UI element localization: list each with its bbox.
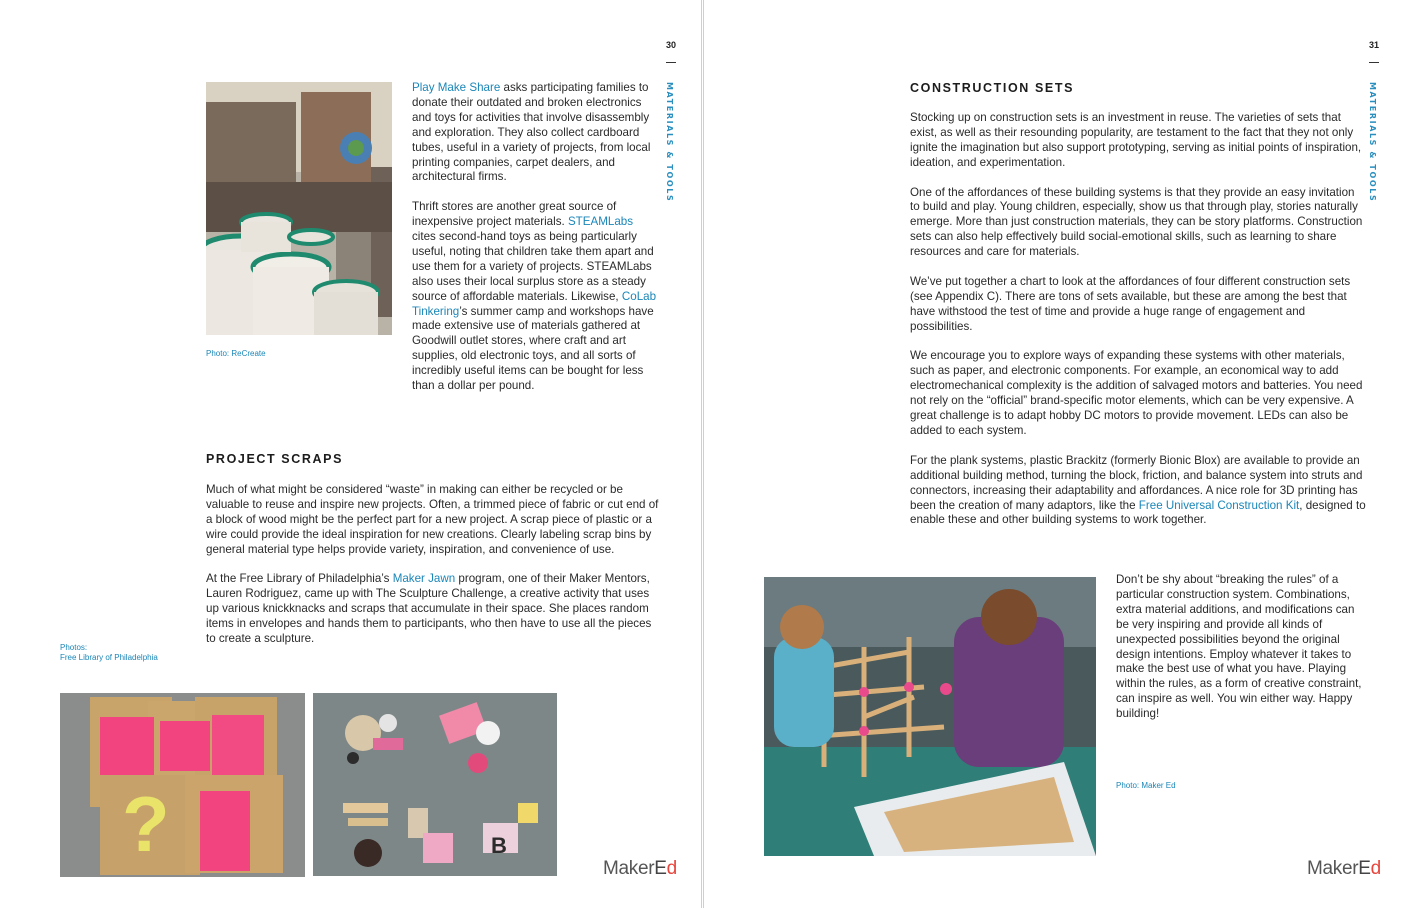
- children-building-photo: [764, 577, 1096, 856]
- envelopes-photo: [60, 693, 305, 877]
- scraps-paragraph-2-text-a: At the Free Library of Philadelphia’s: [206, 572, 393, 586]
- scraps-paragraph-1: Much of what might be considered “waste” in making can either be recycled or be valuable to reuse and inspire new projects. Often, a trimmed piece of fabric or cut end of a block of wood might be the perfect part for a new project. A scrap piece of plastic or a wire could provide the ideal inspiration for new creations. Clearly labeling scrap bins by general material type helps provide variety, inspiration, and convenience of use.: [206, 483, 659, 556]
- recreate-warehouse-photo: [206, 82, 392, 335]
- children-building-illustration: [764, 577, 1096, 856]
- sculpture-scraps-photo: [313, 693, 557, 876]
- section-side-label: MATERIALS & TOOLS: [1368, 82, 1377, 203]
- intro-text-column: [412, 81, 660, 409]
- section-heading-construction-sets: CONSTRUCTION SETS: [910, 81, 1075, 95]
- free-universal-construction-kit-link[interactable]: Free Universal Construction Kit: [1138, 498, 1300, 512]
- photos-caption-line-2: Free Library of Philadelphia: [60, 653, 158, 662]
- envelopes-illustration: [60, 693, 305, 877]
- left-page: [0, 0, 702, 908]
- construction-paragraph-2: One of the affordances of these building systems is that they provide an easy invitation to build and play. Young children, especially, show us that through play, stories naturally emerge. More than just construction materials, they can be story platforms. Construction sets can also help effectively build social-emotional skills, such as learning to share resources and care for materials.: [910, 185, 1363, 259]
- construction-sets-text: [910, 111, 1366, 543]
- section-side-label: MATERIALS & TOOLS: [665, 82, 674, 203]
- page-number-rule: [1369, 62, 1379, 63]
- logo-maker-text: Maker: [1307, 858, 1359, 879]
- intro-paragraph-1-text: asks participating families to donate their outdated and broken electronics and toys for activities that involve disassembly and exploration. They also collect cardboard tubes, useful in a variety of projects, from local printing companies, carpet dealers, and architectural firms.: [412, 81, 651, 184]
- intro-paragraph-1: [412, 81, 660, 185]
- construction-paragraph-4: We encourage you to explore ways of expanding these systems with other materials, such as paper, and electronic components. For example, an economical way to add electromechanical complexity is the addition of salvaged motors and batteries. You need not rely on the “official” brand-specific motor elements, which can be very expensive. A great challenge is to adapt hobby DC motors to provide movement. LEDs can also be added to each system.: [910, 349, 1363, 437]
- intro-paragraph-2-text-b: cites second-hand toys as being particularly useful, noting that children take them apart and use them for a variety of projects. STEAMLabs also uses their local surplus store as a steady source of affordable materials. Likewise,: [412, 230, 654, 303]
- page-number: 31: [1369, 40, 1380, 50]
- scraps-illustration: [313, 693, 557, 876]
- svg-text:?: ?: [122, 780, 170, 868]
- maker-ed-logo: [603, 858, 677, 880]
- construction-paragraph-5-text-a: For the plank systems, plastic Brackitz (formerly Bionic Blox) are available to provide an additional building method, turning the block, friction, and balance system into struts and connectors, increasing their adaptability and affordances. A nice role for 3D printing has been the creation of many adaptors, like the: [910, 453, 1363, 512]
- play-make-share-link[interactable]: Play Make Share: [412, 81, 501, 94]
- scraps-paragraph-2: [206, 572, 662, 647]
- page-number: 30: [666, 40, 677, 50]
- maker-jawn-link[interactable]: Maker Jawn: [392, 572, 456, 586]
- logo-e-letter: E: [1358, 858, 1371, 879]
- logo-maker-text: Maker: [603, 858, 655, 879]
- page-number-rule: [666, 62, 676, 63]
- warehouse-illustration: [206, 82, 392, 335]
- right-page: [703, 0, 1405, 908]
- section-heading-project-scraps: PROJECT SCRAPS: [206, 452, 344, 466]
- intro-paragraph-2-text-a: Thrift stores are another great source of inexpensive project materials.: [412, 200, 617, 229]
- construction-paragraph-1: Stocking up on construction sets is an investment in reuse. The varieties of sets that exist, as well as their resounding popularity, are testament to the fact that they not only ignite the imagination but also support prototyping, serving as initial points of inspiration, ideation, and experimentation.: [910, 111, 1362, 169]
- colab-tinkering-link[interactable]: CoLab Tinkering: [412, 289, 657, 318]
- steamlabs-link[interactable]: STEAMLabs: [567, 215, 634, 229]
- logo-d-letter: d: [1370, 858, 1381, 879]
- construction-paragraph-3: We’ve put together a chart to look at the affordances of four different construction sets (see Appendix C). There are tons of sets available, but these are among the best that have withstood the test of time and provide a huge range of engagement and possibilities.: [910, 274, 1351, 333]
- svg-text:B: B: [491, 833, 507, 858]
- project-scraps-text: [206, 483, 662, 662]
- logo-d-letter: d: [666, 858, 677, 879]
- intro-paragraph-2-text-c: ’s summer camp and workshops have made extensive use of materials gathered at Goodwill outlet stores, where craft and art supplies, old electronic toys, and all sorts of incredibly useful items can be bought for less than a dollar per pound.: [412, 304, 654, 393]
- photo-caption-recreate: Photo: ReCreate: [206, 349, 266, 358]
- breaking-rules-text: [1116, 573, 1366, 737]
- construction-paragraph-6: Don’t be shy about “breaking the rules” of a particular construction system. Combinations, extra material additions, and modifications can be very inspiring and provide all kinds of unexpected possibilities beyond the original design intentions. Employ whatever it takes to make the best use of what you have. Playing within the rules, as a form of creative constraint, can inspire as well. You win either way. Happy building!: [1116, 573, 1362, 721]
- construction-paragraph-5: [910, 454, 1366, 529]
- photos-caption-line-1: Photos:: [60, 643, 88, 652]
- maker-ed-logo: [1307, 858, 1381, 880]
- photo-caption-maker-ed: Photo: Maker Ed: [1116, 781, 1176, 790]
- scraps-paragraph-2-text-b: program, one of their Maker Mentors, Lauren Rodriguez, came up with The Sculpture Challenge, a creative activity that uses up various knickknacks and scraps that accumulate in their space. She places random items in envelopes and hands them to participants, who then have to use all the pieces to create a sculpture.: [206, 572, 652, 646]
- logo-e-letter: E: [654, 858, 667, 879]
- photos-caption-library: [60, 643, 158, 663]
- intro-paragraph-2: [412, 200, 660, 394]
- construction-paragraph-5-text-b: , designed to enable these and other building systems to work together.: [910, 498, 1366, 527]
